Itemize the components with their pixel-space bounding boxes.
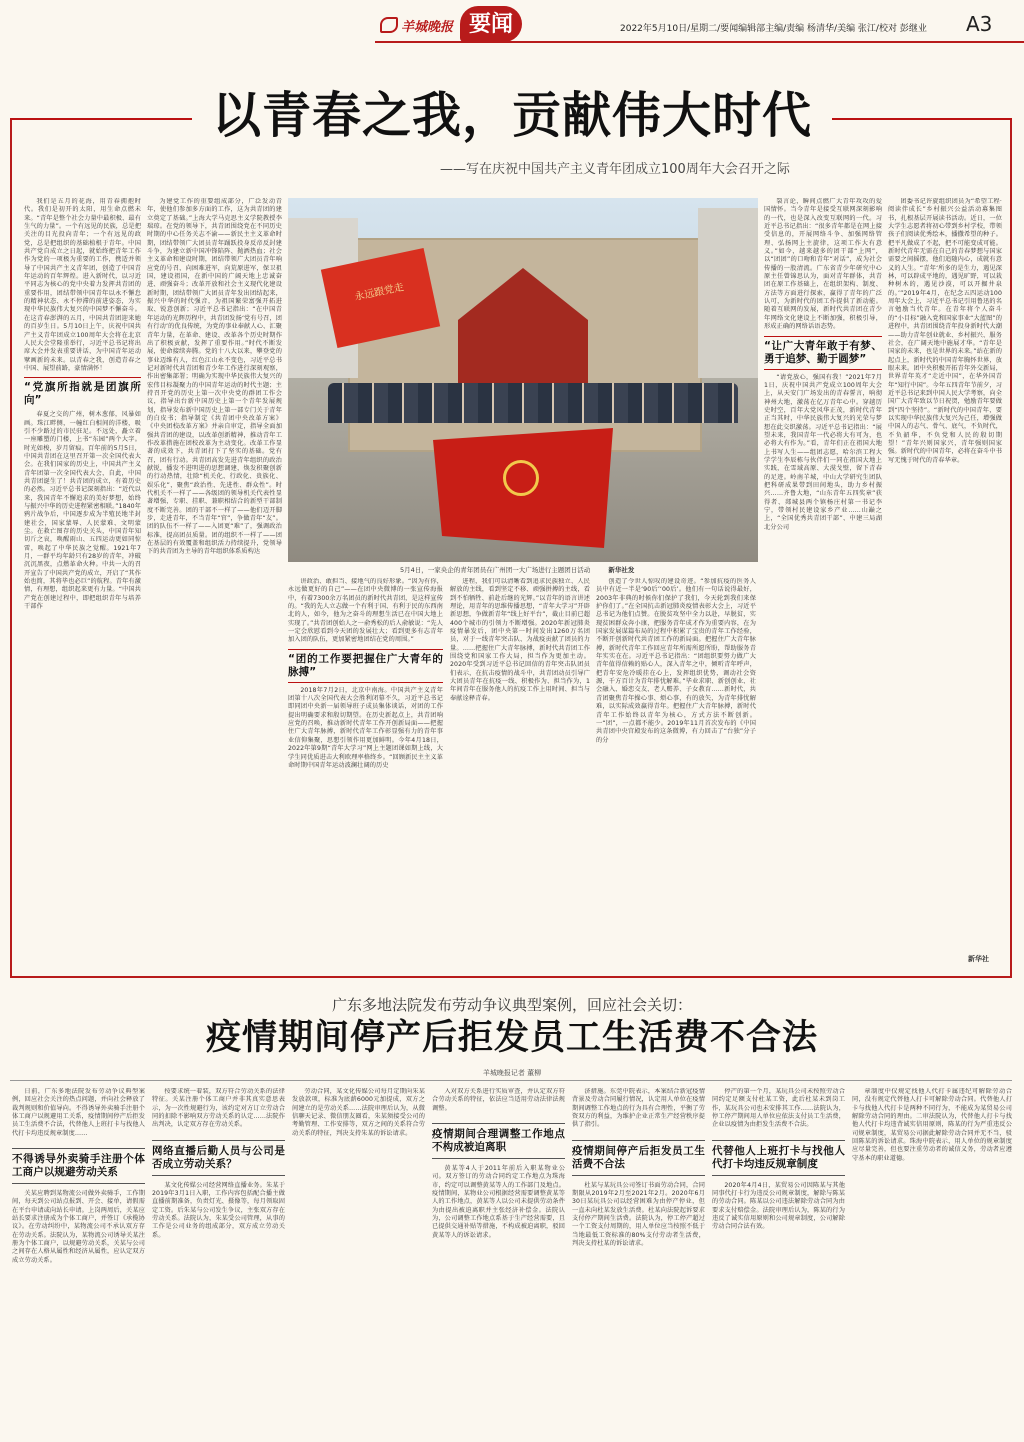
labor-column-3 <box>292 1088 425 1438</box>
labor-kicker: 广东多地法院发布劳动争议典型案例，回应社会关切： <box>331 996 692 1014</box>
flag-slogan: 永远跟党走 <box>353 282 405 304</box>
masthead <box>0 0 1024 54</box>
feature-column5-text: 创造了令世人惊叹的建设奇迹。“参加抗疫的医务人员中有近一半是‘90后’‘00后’。他们有一句话说得最好，2003年非典的时候你们保护了我们，今天轮到我们来保护你们了。”在全国抗击新冠肺炎疫情表彰大会上，习近平总书记为他们点赞。在脱贫攻坚中全力以赴，早脱贫，实现贫困群众奔小康，把服务青年成才作为重要内容，在为国家发展谋篇布局的过程中积累了宝贵的青年工作经验，不断开创新时代共青团工作的新局面。把握住广大青年脉搏，新时代青年工作回应青年所需所愿所盼，帮助服务青年实实在在。习近平总书记指出：“团组织要努力做广大青年值得信赖的贴心人，深入青年之中，倾听青年呼声，把青年安危冷暖挂在心上，发挥组织优势，调动社会资源，千方百计为青年排忧解难。”毕业求职、新创创业、社会融入、婚恋交友、老人赡养、子女教育……新时代，共青团聚焦青年操心事、烦心事，有的放矢，为青年排忧解难，以实际成效赢得青年。把握住广大青年脉搏，新时代青年工作始终以青年为核心，方式方法不断创新。一“团”，一点都不能少。2019年11月首次发布的《中国共青团中央宫殿发布的这条微博，有力回击了“台独”分子的分 <box>596 578 756 744</box>
labor-column-2 <box>152 1088 285 1438</box>
labor-headline: 疫情期间停产后拒发员工生活费不合法 <box>205 1018 818 1058</box>
feature-column3-text: 讲政治、敢担当、接地气的良好形象。“因为有你，永远做更好的自己”——在团中央微博的一张宣传海报中，有着7300余万名团员的新时代共青团，是这样宣传的。“我的先人立志做一个有利于国、有利于民的东西南北的人，如今，他为之奋斗的理想生活已在中国大地上实现了。”共青团创始人之一俞秀松的后人俞敏说：“先人一定会欣慰看到今天团的发展壮大；看到更多有志青年加入团的队伍，更加紧密地团结在党的周围。” <box>288 578 443 644</box>
labor-column-5 <box>572 1088 705 1438</box>
labor-column6-text: 停产的第一个月，某玩具公司未按照劳动合同约定足额支付杜某工资，此后杜某未到岗工作，某玩具公司也未安排其工作……法院认为，停工停产期间用人单位应依法支付员工生活费，企业以疫情为由拒发生活费不合法。 <box>712 1088 845 1129</box>
photo-caption <box>400 565 758 574</box>
feature-column6-text: 裂言论，瞬间点燃广大青年攻攻的爱国情怀。当今青年是接受互联网深刻影响的一代，也是深入改变互联网的一代。习近平总书记指出：“很多青年都是在网上接受信息的，开展网络斗争、加强网络管理、弘扬网上主旋律，这项工作大有意义。”如今，越来越多的团干部“上网”，以“团团”的口吻和青年“对话”，成为社会传播的一股清流。广东省青少年研究中心原主任曾锦思认为，面对青年群体，共青团在原工作基础上，在组织架构、制度、方法等方面进行探索，赢得了青年的广泛认可，为新时代的团工作提供了新动能。随着互联网的发展，新时代共青团在青少年网络文化建设上不断加强，积极引导，形成正确的网络话语态势。 <box>764 198 882 331</box>
labor-case5-text: 2020年4月4日，某贸易公司因陈某与其他同事代打卡行为违反公司规章制度，解除与陈某的劳动合同。陈某以公司违法解除劳动合同为由要求支付赔偿金。法院审理后认为，陈某的行为违反了诚实信用原则和公司规章制度，公司解除劳动合同合法有效。 <box>712 1181 845 1231</box>
labor-column-7 <box>852 1088 1012 1438</box>
logo-emblem-icon <box>380 17 398 33</box>
feature-column4-text: 进程，我们可以清晰看到追求民族独立、人民解放的主线，看到坚定不移、顽强拼搏的主线，看到不怕牺牲、前赴后继的光辉。”以青年的语言讲述理论，用青年的思维传播思想，“青年大学习”开辟新思想，争做新青年“线上好平台”，截止目前已超400个城市的引领力不断增强。2020年新冠肺炎疫情暴发后，团中央第一时间发出1260万名团员，对于一线青年突击队、为战疫贡献了团员的力量。……把握住广大青年脉搏，新时代共青团工作围绕党和国家工作大局，担当作为更加主动。2020年受到习近平总书记回信的青年突击队团员们表示，在抗击疫情的战斗中，共青团动员引导广大团员青年在抗疫一线、积极作为、担当作为，1年间青年在服务他人的抗疫工作上用时间、担当与奉献诠释青春。 <box>450 578 590 702</box>
photo-credit: 新华社发 <box>608 566 635 574</box>
flag-emblem-icon <box>503 460 539 496</box>
labor-column7-text: 章制度中仅规定找他人代打卡属违纪可解除劳动合同，没有规定代替他人打卡可解除劳动合同。代替他人打卡与找他人代打卡是两种不同行为，不能成为某贸易公司解除劳动合同的理由。二审法院认为，代替他人打卡与找他人代打卡均违背诚实信用原则，陈某的行为严重违反公司规章制度，某贸易公司据此解除劳动合同并无不当，驳回陈某的诉讼请求。珠海中院表示，用人单位的规章制度应尽量完善，但也要注重劳动者的诚信义务，劳动者应遵守基本的职业道德。 <box>852 1088 1012 1162</box>
feature-photo <box>288 198 758 562</box>
feature-column-1 <box>24 198 141 968</box>
labor-case3-text: 黄某等4人于2011年前后入职某物业公司。双方签订的劳动合同约定工作地点为珠海市，约定可以调整黄某等人的工作部门及地点。疫情期间，某物业公司根据经营需要调整黄某等人的工作地点，黄某等人以公司未提供劳动条件为由提出被迫离职并主张经济补偿金。法院认为，公司调整工作地点系基于生产经营需要，且已提供交通补贴等措施，不构成被迫离职，驳回黄某等人的诉讼请求。 <box>432 1165 565 1239</box>
feature-column-4 <box>450 578 590 968</box>
labor-column5-text: 济措施。东莞中院表示，本案结合新冠疫情背景及劳动合同履行情况，认定用人单位在疫情期间调整工作地点的行为具有合理性，平衡了劳资双方的利益，为维护企业正常生产经营秩序提供了指引。 <box>572 1088 705 1129</box>
labor-heading-5: 代替他人上班打卡与找他人代打卡均违反规章制度 <box>712 1140 845 1176</box>
feature-section2-text: 2018年7月2日，北京中南海。中国共产主义青年团第十八次全国代表大会胜利闭幕不久，习近平总书记即同团中央新一届领导班子成员集体谈话，对团的工作提出明确要求和殷切期望。在历史新起点上，共青团响应党的召唤，推动新时代青年工作开创新局面——把握住广大青年脉搏，新时代青年工作彰显强有力的青年事业信仰集聚，思想引领作用更加鲜明。今年4月18日，2022年第9期“青年大学习”网上主题团课如期上线，大学生同优质进击大利欧理率格终乡。“回顾新民主主义革命时期中国青年运动波澜壮阔的历史 <box>288 686 443 769</box>
labor-case2-text: 某文化传媒公司经营网络直播业务。朱某于2019年3月1日入职，工作内容包括配合播主做直播前期准备，负责灯光、摄像等，每月领取固定工资。后朱某与公司发生争议，主张双方存在劳动关系。法院认为，朱某受公司管理，从事的工作是公司业务的组成部分，双方成立劳动关系。 <box>152 1181 285 1239</box>
feature-section3-text: “请党放心，强国有我！”2021年7月1日，庆祝中国共产党成立100周年大会上，从天安门广场发出的青春誓言，响彻神州大地，激荡在亿万青年心中。穿越历史时空，百年大党风华正茂，新时代青年正当其时，中华民族伟大复兴的光荣与梦想在此交织激荡。习近平总书记指出：“展望未来，我国青年一代必将大有可为，也必将大有作为。”看，青年们正在祖国大地上书写人生——组团志愿，哈尔滨工程大学学生李辰栋与伙伴们一同在祖国大地上实践，在雪域高原、大漠戈壁，留下青春的足迹。岭南羊城，中山大学研究生团队把科研成果带到田间地头，助力乡村振兴……齐鲁大地，“山东青年五四奖章”获得者、郯城县两个镇杨庄村第一书记李宁，带领村民建设家乡产业……山巅之上，“全国优秀共青团干部”、中建三局湖北分公司 <box>764 373 882 531</box>
section-title: 要闻 <box>468 11 513 37</box>
feature-column7-text: 团委书记许旋组织团员为“希望工程·阅读伴成长”乡村振兴公益活动募集图书，扎根基层开展读书活动。近日，一位大学生志愿者将初心带到乡村学校，带领孩子们阅读优秀绘本，播撒希望的种子。把平凡做成了不起，把不可能变成可能。新时代青年无需在自己的青春梦想与国家需要之间摇摆，他们追随内心，成就有意义的人生。“青年‘所多的是生力，遇见深林，可以辟成平地的，遇见旷野，可以栽种树木的，遇见沙漠，可以开掘井泉的。’”2019年4月，在纪念五四运动100周年大会上，习近平总书记引用鲁迅的名言勉励当代青年。在青年将个人奋斗的“小目标”融入党和国家事业“大蓝图”的进程中，共青团围绕青年投身新时代大潮——助力青年创业就业、乡村振兴、服务社会，在广阔天地中施展才华。“青年是国家的未来，也是世界的未来。”站在新的起点上，新时代的中国青年胸怀世界，放眼未来。团中央积极开拓青年外交新局，世界青年英才“走近中国”，在华外国青年“知行中国”。今年五四青年节前夕，习近平总书记来到中国人民大学考察，向全国广大青年致以节日祝贺，勉励青年要做到“四个坚持”。“新时代的中国青年，要以实现中华民族伟大复兴为己任，增强做中国人的志气、骨气、底气，不负时代，不负韶华，不负党和人民的殷切期望！”青年兴则国家兴，青年强则国家强。新时代的中国青年，必将在奋斗中书写无愧于时代的青春华章。 <box>888 198 1002 464</box>
labor-case4-text: 杜某与某玩具公司签订书面劳动合同，合同期限从2019年2月至2021年2月。2020年6月30日某玩具公司以经营困难为由停产停业，但一直未向杜某发放生活费。杜某向法院起诉要求支付停产期间生活费。法院认为，停工停产超过一个工资支付周期的，用人单位应当按照不低于当地最低工资标准的80%支付劳动者生活费，判决支持杜某的诉讼请求。 <box>572 1181 705 1248</box>
labor-case1-text: 关某应聘到某物流公司做外卖骑手，工作期间，每天到公司站点报到、开会、接单，请假需在平台申请或向站长申请。上岗两周后，关某应站长要求注册成为个体工商户，并签订《承揽协议》。在劳动纠纷中，某物流公司不承认双方存在劳动关系。法院认为，某物流公司诱导关某注册为个体工商户，以规避劳动关系，关某与公司之间存在人格从属性和经济从属性，应认定双方成立劳动关系。 <box>12 1190 145 1264</box>
section-heading-3: “让广大青年敢于有梦、勇于追梦、勤于圆梦” <box>764 336 882 370</box>
page-number: A3 <box>966 12 993 36</box>
frame-top-right <box>832 118 1012 120</box>
photo-caption-text: 5月4日，一家央企的青年团员在广州团一大广场进行主题团日活动 <box>400 566 591 574</box>
group-of-people <box>328 383 738 423</box>
section-badge <box>460 6 522 42</box>
labor-column-6 <box>712 1088 845 1438</box>
labor-heading-1: 不得诱导外卖骑手注册个体工商户以规避劳动关系 <box>12 1148 145 1184</box>
labor-column4-text: 入对双方关系进行实质审查，并认定双方符合劳动关系的特征，依法应当适用劳动法律法规调整。 <box>432 1088 565 1112</box>
section-heading-2: “团的工作要把握住广大青年的脉搏” <box>288 649 443 683</box>
feature-headline: 以青春之我，贡献伟大时代 <box>211 87 812 144</box>
building-right <box>698 208 758 378</box>
feature-column-3 <box>288 578 443 968</box>
labor-column3-text: 劳动合同，某文化传媒公司每月定期向朱某发放款项，标准为底薪6000元加提成，双方之间建立的是劳动关系……法院审理后认为，从微信聊天记录、微信朋友圈看，朱某须接受公司的考勤管理、工作安排等，双方之间的关系符合劳动关系的特征，判决支持朱某的诉讼请求。 <box>292 1088 425 1137</box>
labor-heading-4: 疫情期间停产后拒发员工生活费不合法 <box>572 1140 705 1176</box>
feature-column-7 <box>888 198 1002 948</box>
labor-intro-text: 日前，广东多地法院发布劳动争议典型案例，回应社会关注的热点问题，并向社会释放了裁判规则和价值导向。不得诱导外卖骑手注册个体工商户以规避用工关系，疫情期间停产后拒发员工生活费不合法，代替他人上班打卡与找他人代打卡均违反规章制度…… <box>12 1088 145 1137</box>
frame-top-left <box>10 118 192 120</box>
labor-column-4 <box>432 1088 565 1438</box>
labor-rule <box>10 1080 1012 1081</box>
labor-heading-2: 网络直播后勤人员与公司是否成立劳动关系？ <box>152 1140 285 1176</box>
feature-section1-text: 春夏之交的广州，树木葱郁，风暴如画。珠江畔侧，一幢红白相间的洋楼，吸引不少路过的市民驻足。不远处，矗立着一座雕塑的门楼，上书“东园”两个大字。时光如梭，岁月留痕。百年前的5月5日，中国共青团在这里召开第一次全国代表大会。在我们国家的历史上，中国共产主义青年团第一次全国代表大会，自此，中国共青团诞生了！共青团的成立，有着历史的必然。习近平总书记深刻指出：“近代以来，我国青年不懈追求的美好梦想，始终与振兴中华的历史进程紧密相联。”1840年鸦片战争后，中国逐步成为半殖民地半封建社会，国家蒙辱、人民蒙难、文明蒙尘。在救亡图存的历史关头，中国青年知切斤之哀，唤醒雨山、五四运动更如同惊雷，唤起了中华民族之觉醒。1921年7月，一群平均年龄只有28岁的青年，冲破沉沉黑夜，点燃革命火种。中共一大的召开宣告了中国共产党的成立，开启了“其作始也简，其将毕也必巨”的航程。青年有激情，有理想，组织起来更有力量。“中国共产党在创建过程中，即把组织青年与培养干部作 <box>24 411 141 611</box>
feature-intro-text: 我们是五月的花海，用青春拥抱时代。我们是初开的太阳，用生命点燃未来。“青年是整个社会力量中最积极、最有生气的力量”。一个有远见的民族，总是把关注的目光投向青年；一个有远见的政党，总是把组织的基础植根于青年。中国共产党自成立之日起，就始终把青年工作作为党的一项极为重要的工作，携适并领导了中国共产主义青年团，创造了中国青年运动的百年辉煌。进入新时代，以习近平同志为核心的党中央着力发挥共青团的重要作用，团结带领中国青年以永不懈怠的精神状态、永不停滞的前进姿态，为实现中华民族伟大复兴的中国梦不懈奋斗。在这青春澎湃的五月，中国共青团迎来她的百岁生日。5月10日上午，庆祝中国共产主义青年团成立100周年大会将在北京人民大会堂隆重举行，习近平总书记将出席大会并发表重要讲话，为中国青年运动擘画新的未来。以青春之我，创造青春之中国、展望前路，豪情满怀！ <box>24 198 141 372</box>
masthead-rule <box>375 41 1024 43</box>
newspaper-logo: 羊城晚报 <box>380 16 460 36</box>
feature-column-5 <box>596 578 756 968</box>
masthead-info: 2022年5月10日/星期二/要闻编辑部主编/责编 杨清华/美编 张江/校对 彭继业 <box>620 24 927 34</box>
feature-subheadline: ——写在庆祝中国共产主义青年团成立100周年大会召开之际 <box>440 162 790 177</box>
labor-column-1 <box>12 1088 145 1438</box>
section-heading-1: “党旗所指就是团旗所向” <box>24 377 141 407</box>
feature-column-2 <box>147 198 282 968</box>
labor-heading-3: 疫情期间合理调整工作地点不构成被迫离职 <box>432 1123 565 1159</box>
feature-column2-text: 为建党工作的重要组成部分，广泛发动青年，使他们参加多方面的工作，这为共青团的建立奠定了基础。”上海大学马克思主义学院教授李瑞琼。在党的领导下，共青团围绕党在不同历史时期的中心任务关志不渝——新民主主义革命时期，团结带领广大团员青年踊跃投身反帝反封建斗争，为建立新中国冲锋陷阵、抛洒热血；社会主义革命和建设时期，团结带领广大团员青年响应党的号召，向困难进军，向荒原进军，保卫祖国，建设祖国，在新中国的广阔天地上忠诚奋进、顽强奋斗；改革开放和社会主义现代化建设新时期，团结带领广大团员青年发出团结起来，振兴中华的时代强音，为祖国繁荣富强开拓进取、锐意创新；习近平总书记指出：“在中国青年运动的光辉历程中，共青团发扬‘党有号召，团有行动’的优良传统，为党的事业奉献人心、汇聚青年力量，在革命、建设、改革各个历史时期作出了积极贡献，发挥了重要作用。”时代不断发展，使命接续奔腾。党的十八大以来，攀登党的事业迈维有人，红色江山永不变色，习近平总书记对新时代共青团和青少年工作进行深刻观察，作出密集部署；明确为实现中华民族伟大复兴的宏伟目标凝聚力的中国青年运动的时代主题；主持召开党的历史上第一次中央党的群团工作会议，指导出台新中国历史上第一个青年发展规划，指导发布新中国历史上第一部专门关于青年的白皮书；指导制定《共青团中央改革方案》《中央团校改革方案》并亲自审定，指导全面加强共青团的建设，以改革创新精神，推动青年工作改革措施在团校改革为主动变化。改革工作显著的成效下，共青团打下了坚实的基础。党有召，团有行动。共青团高发先进青年组织的政治献锐，播发不进明进的思想调建，焕发积聚创新的行动热情，壮除“机关化、行政化、贵族化、娱乐化”，聚焦“政治性、先进性、群众性”。时代机关不一样了——各级团的领导机关代表性显著增强，专职、挂职、兼职相结合的新型干部制度不断完善。团的干部不一样了——他们迈开脚步，走进青年，不当青年“官”，争做青年“友”。团的队伍不一样了——入团更“难”了，强调政治标准，提高团员质量。团的组织不一样了——团在基层的有效覆盖和组织活力持续提升，党领导下的共青团为主导的青年组织体系质构达 <box>147 198 282 556</box>
labor-byline: 羊城晚报记者 董柳 <box>482 1069 542 1077</box>
feature-column-6 <box>764 198 882 968</box>
feature-byline: 新华社 <box>968 955 989 963</box>
labor-column2-text: 按要求统一着装，双方符合劳动关系的法律特征。关某注册个体工商户并非其真实意思表示，为一次性规避行为，该约定对方订立劳动合同的扣除不影响双方劳动关系的认定……法院作出判决，认定双方存在劳动关系。 <box>152 1088 285 1129</box>
